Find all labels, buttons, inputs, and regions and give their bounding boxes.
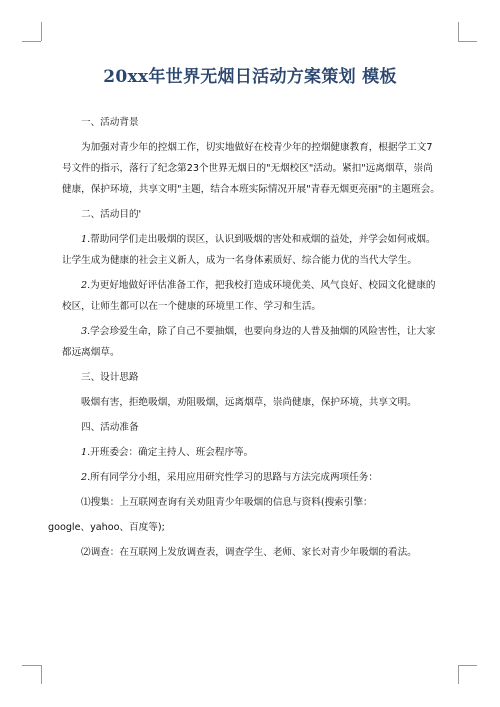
goal-number: 1. (81, 234, 91, 245)
crop-mark (458, 41, 477, 42)
goal-text: 帮助同学们走出吸烟的误区，认识到吸烟的害处和戒烟的益处，并学会如何戒烟。让学生成为健康的社会主义新人，成为一名身体素质好、综合能力优的当代大学生。 (62, 234, 436, 266)
document-title (40, 62, 460, 87)
prep-text: 开班委会：确定主持人、班会程序等。 (90, 447, 254, 458)
section-heading-design: 三、设计思路 (81, 372, 139, 383)
section-heading-preparation: 四、活动准备 (81, 422, 139, 433)
crop-mark (22, 665, 41, 666)
prep-number: 1. (81, 447, 91, 458)
crop-mark (22, 41, 41, 42)
goal-number: 2. (81, 280, 91, 291)
crop-mark (458, 22, 459, 41)
goal-item-2 (62, 275, 442, 317)
prep-subitem-search: ⑴搜集：上互联网查询有关劝阻青少年吸烟的信息与资料(搜索引擎： (81, 497, 373, 508)
goal-item-1 (62, 229, 442, 271)
document-body (48, 112, 442, 563)
crop-mark (41, 22, 42, 41)
goal-item-3 (62, 321, 442, 363)
prep-subitem-survey: ⑵调查：在互联网上发放调查表，调查学生、老师、家长对青少年吸烟的看法。 (81, 547, 417, 558)
goal-text: 学会珍爱生命，除了自己不要抽烟，也要向身边的人普及抽烟的风险害性，让大家都远离烟草。 (62, 326, 436, 358)
paragraph-design: 吸烟有害，拒绝吸烟，劝阻吸烟，远离烟草，崇尚健康，保护环境，共享文明。 (81, 397, 417, 408)
prep-item-1 (62, 442, 442, 463)
paragraph-background: 为加强对青少年的控烟工作，切实地做好在校青少年的控烟健康教育，根据学工文7号文件的指示，落行了纪念第23个世界无烟日的"无烟校区"活动。紧扣"远离烟草，崇尚健康，保护环境，共享文明"主题，结合本班实际情况开展"青春无烟更亮丽"的主题班会。 (62, 142, 440, 195)
prep-text: 所有同学分小组，采用应用研究性学习的思路与方法完成两项任务： (90, 472, 378, 483)
prep-item-2 (62, 467, 442, 488)
prep-number: 2. (81, 472, 91, 483)
section-heading-goals: 二、活动目的' (81, 209, 142, 220)
title-year: 20xx (103, 67, 149, 87)
section-heading-background: 一、活动背景 (81, 117, 139, 128)
title-text: 年世界无烟日活动方案策划 模板 (148, 67, 397, 87)
goal-number: 3. (81, 326, 91, 337)
crop-mark (458, 665, 459, 684)
crop-mark (41, 665, 42, 684)
crop-mark (458, 665, 477, 666)
prep-subitem-search-continued: google、yahoo、百度等); (48, 522, 165, 533)
goal-text: 为更好地做好评估准备工作，把我校打造成环境优美、风气良好、校园文化健康的校区，让师生都可以在一个健康的环境里工作、学习和生活。 (62, 280, 436, 312)
